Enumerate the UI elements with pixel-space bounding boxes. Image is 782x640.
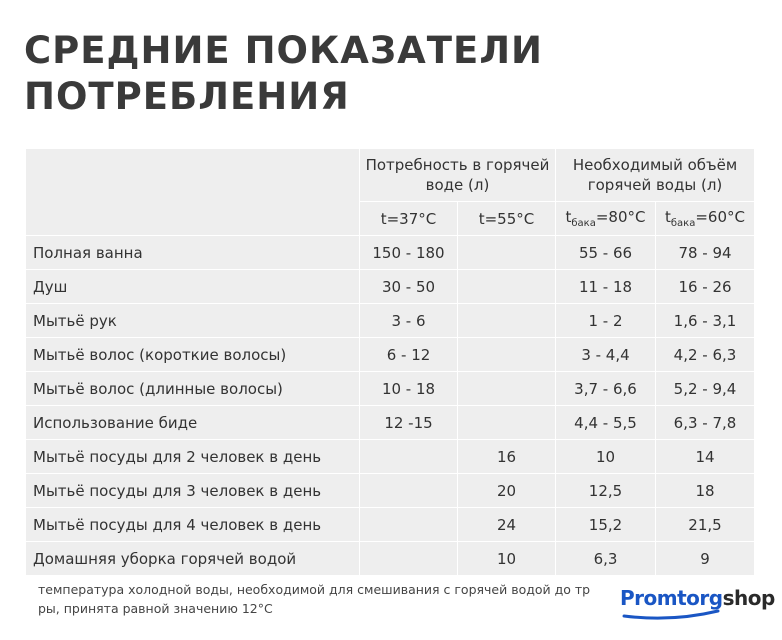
cell-t55: 10 <box>458 542 556 576</box>
cell-t60: 21,5 <box>656 508 755 542</box>
cell-t80: 55 - 66 <box>556 236 656 270</box>
cell-t37 <box>360 508 458 542</box>
promtorgshop-logo <box>620 586 775 610</box>
header-empty-cell <box>26 149 360 236</box>
cell-t55 <box>458 372 556 406</box>
row-label: Полная ванна <box>26 236 360 270</box>
cell-t60: 78 - 94 <box>656 236 755 270</box>
cell-t60: 5,2 - 9,4 <box>656 372 755 406</box>
cell-t80: 3 - 4,4 <box>556 338 656 372</box>
row-label: Душ <box>26 270 360 304</box>
table-row <box>26 304 755 338</box>
table-row <box>26 542 755 576</box>
page-title-line-2: ПОТРЕБЛЕНИЯ <box>24 75 350 118</box>
row-label: Мытьё рук <box>26 304 360 338</box>
cell-t55 <box>458 406 556 440</box>
cell-t60: 18 <box>656 474 755 508</box>
table-row <box>26 406 755 440</box>
cell-t80: 11 - 18 <box>556 270 656 304</box>
footnote-line-1: температура холодной воды, необходимой для смешивания с горячей водой до тр <box>38 582 591 597</box>
page-title-line-1: СРЕДНИЕ ПОКАЗАТЕЛИ <box>24 29 544 72</box>
header-volume: Необходимый объём горячей воды (л) <box>556 149 755 202</box>
footnote <box>38 580 608 620</box>
cell-t55 <box>458 236 556 270</box>
subheader-t60 <box>656 202 755 236</box>
logo-part-2: shop <box>722 586 775 610</box>
row-label: Домашняя уборка горячей водой <box>26 542 360 576</box>
cell-t60: 1,6 - 3,1 <box>656 304 755 338</box>
cell-t60: 4,2 - 6,3 <box>656 338 755 372</box>
table-row <box>26 474 755 508</box>
cell-t37: 150 - 180 <box>360 236 458 270</box>
cell-t37: 30 - 50 <box>360 270 458 304</box>
cell-t55 <box>458 338 556 372</box>
cell-t55 <box>458 304 556 338</box>
subheader-t37: t=37°C <box>360 202 458 236</box>
cell-t55 <box>458 270 556 304</box>
subheader-t80-rest: =80°C <box>595 208 646 226</box>
subheader-t80-sub: бака <box>571 218 596 229</box>
row-label: Мытьё волос (длинные волосы) <box>26 372 360 406</box>
cell-t55: 16 <box>458 440 556 474</box>
table-row <box>26 270 755 304</box>
consumption-table <box>25 148 755 576</box>
table-header-row <box>26 149 755 202</box>
subheader-t80-t: t <box>565 208 572 226</box>
row-label: Мытьё посуды для 3 человек в день <box>26 474 360 508</box>
cell-t60: 9 <box>656 542 755 576</box>
cell-t80: 15,2 <box>556 508 656 542</box>
table-row <box>26 508 755 542</box>
cell-t37 <box>360 440 458 474</box>
cell-t60: 16 - 26 <box>656 270 755 304</box>
cell-t80: 6,3 <box>556 542 656 576</box>
table-row <box>26 236 755 270</box>
subheader-t55: t=55°C <box>458 202 556 236</box>
cell-t80: 4,4 - 5,5 <box>556 406 656 440</box>
table-row <box>26 372 755 406</box>
cell-t37 <box>360 542 458 576</box>
subheader-t60-sub: бака <box>670 218 696 229</box>
cell-t55: 20 <box>458 474 556 508</box>
cell-t37: 3 - 6 <box>360 304 458 338</box>
cell-t80: 10 <box>556 440 656 474</box>
row-label: Мытьё посуды для 2 человек в день <box>26 440 360 474</box>
row-label: Использование биде <box>26 406 360 440</box>
subheader-t80 <box>556 202 656 236</box>
cell-t37: 12 -15 <box>360 406 458 440</box>
cell-t37: 6 - 12 <box>360 338 458 372</box>
table-row <box>26 338 755 372</box>
header-need: Потребность в горячей воде (л) <box>360 149 556 202</box>
subheader-t60-t: t <box>665 208 671 226</box>
cell-t60: 6,3 - 7,8 <box>656 406 755 440</box>
subheader-t60-rest: =60°C <box>695 208 745 226</box>
page-title <box>24 28 543 120</box>
logo-part-1: Promtorg <box>620 586 723 610</box>
row-label: Мытьё посуды для 4 человек в день <box>26 508 360 542</box>
row-label: Мытьё волос (короткие волосы) <box>26 338 360 372</box>
cell-t80: 1 - 2 <box>556 304 656 338</box>
cell-t80: 3,7 - 6,6 <box>556 372 656 406</box>
cell-t55: 24 <box>458 508 556 542</box>
logo-swoosh-icon <box>622 608 722 622</box>
cell-t60: 14 <box>656 440 755 474</box>
cell-t37: 10 - 18 <box>360 372 458 406</box>
cell-t37 <box>360 474 458 508</box>
footnote-line-2: ры, принята равной значению 12°C <box>38 601 273 616</box>
cell-t80: 12,5 <box>556 474 656 508</box>
table-row <box>26 440 755 474</box>
